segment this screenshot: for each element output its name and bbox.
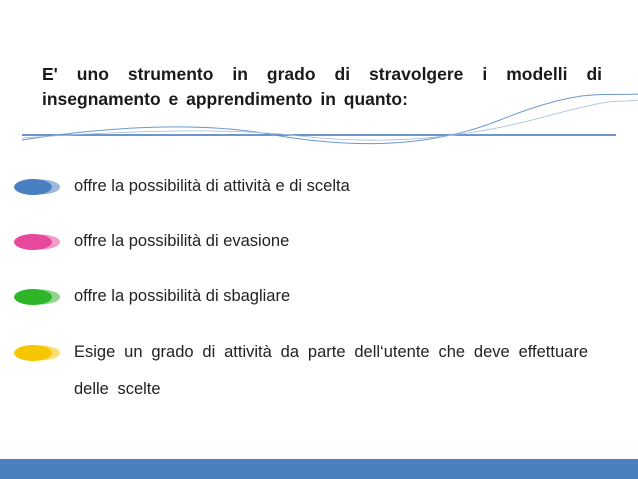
bullet-text: offre la possibilità di attività e di scelta (74, 177, 350, 195)
slide-title: E' uno strumento in grado di stravolgere i modelli di insegnamento e apprendimento in quanto: (42, 64, 602, 109)
blue-oval-bullet-icon (14, 179, 62, 195)
footer-bar (0, 459, 638, 479)
bullet-text: offre la possibilità di evasione (74, 232, 290, 250)
green-oval-bullet-icon (14, 289, 62, 305)
magenta-oval-bullet-icon (14, 234, 62, 250)
bullet-text: offre la possibilità di sbagliare (74, 287, 291, 305)
yellow-oval-bullet-icon (14, 345, 62, 361)
bullet-text: Esige un grado di attività da parte dell‘utente che deve effettuare delle scelte (74, 343, 588, 398)
